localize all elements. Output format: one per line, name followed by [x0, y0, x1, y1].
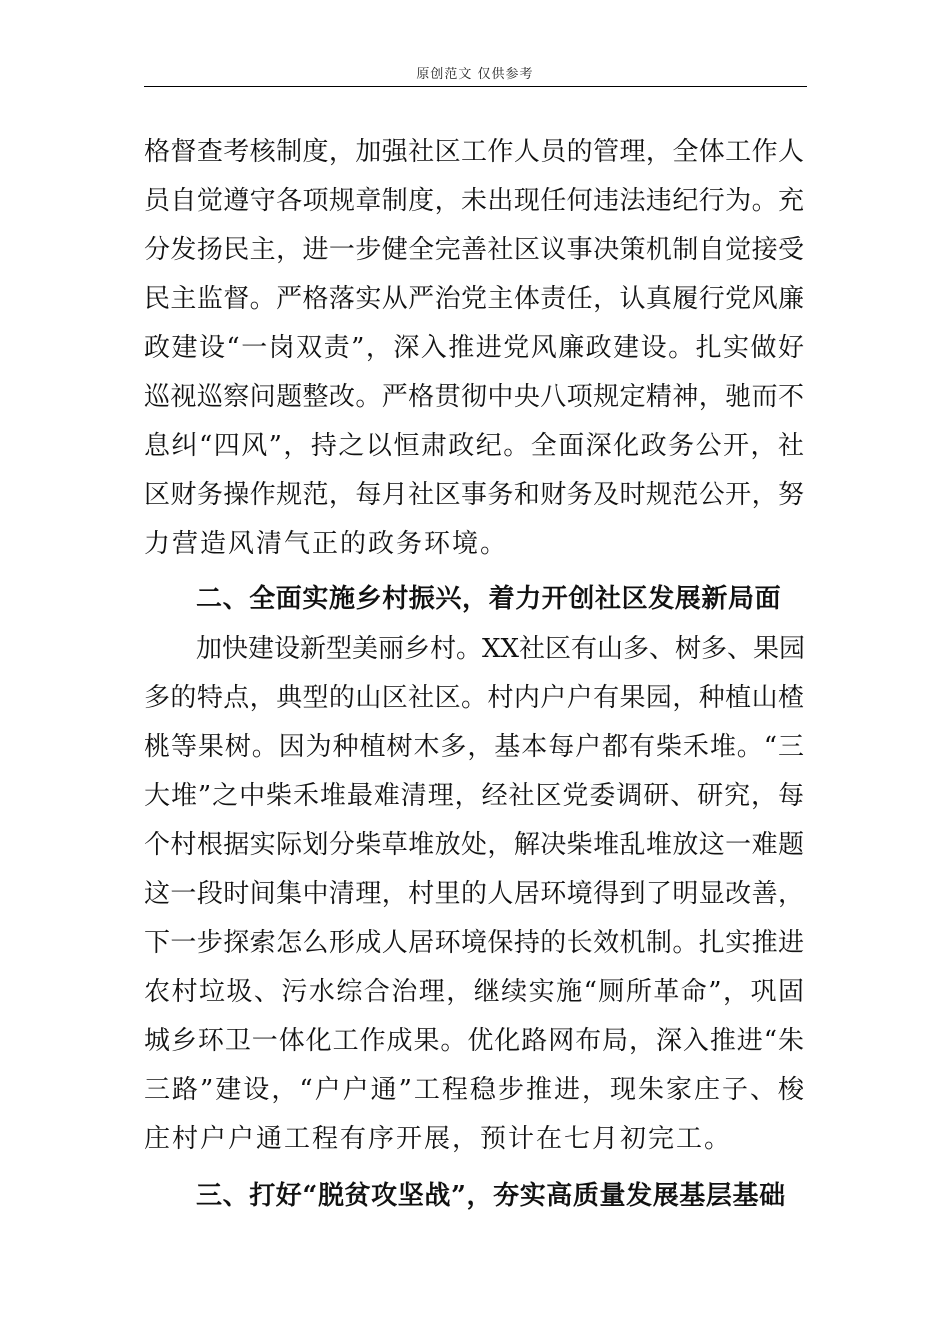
body-line: 分发扬民主，进一步健全完善社区议事决策机制自觉接受: [144, 235, 804, 265]
body-line: 三路”建设，“户户通”工程稳步推进，现朱家庄子、梭: [144, 1075, 804, 1105]
body-line: 加快建设新型美丽乡村。XX社区有山多、树多、果园: [196, 634, 806, 664]
body-line: 庄村户户通工程有序开展，预计在七月初完工。: [144, 1124, 733, 1154]
body-line: 员自觉遵守各项规章制度，未出现任何违法违纪行为。充: [144, 186, 804, 216]
body-line: 桃等果树。因为种植树木多，基本每户都有柴禾堆。“三: [144, 732, 804, 762]
section-heading-3: 三、打好“脱贫攻坚战”，夯实高质量发展基层基础: [196, 1181, 786, 1211]
section-heading-2: 二、全面实施乡村振兴，着力开创社区发展新局面: [196, 584, 782, 614]
header-divider: [144, 86, 807, 87]
body-line: 这一段时间集中清理，村里的人居环境得到了明显改善，: [144, 879, 804, 909]
body-line: 多的特点，典型的山区社区。村内户户有果园，种植山楂: [144, 683, 804, 713]
body-line: 区财务操作规范，每月社区事务和财务及时规范公开，努: [144, 480, 804, 510]
body-line: 大堆”之中柴禾堆最难清理，经社区党委调研、研究，每: [144, 781, 804, 811]
body-line: 个村根据实际划分柴草堆放处，解决柴堆乱堆放这一难题: [144, 830, 804, 860]
body-line: 巡视巡察问题整改。严格贯彻中央八项规定精神，驰而不: [144, 382, 804, 412]
body-line: 下一步探索怎么形成人居环境保持的长效机制。扎实推进: [144, 928, 804, 958]
body-line: 政建设“一岗双责”，深入推进党风廉政建设。扎实做好: [144, 333, 804, 363]
body-line: 农村垃圾、污水综合治理，继续实施“厕所革命”，巩固: [144, 977, 804, 1007]
body-line: 民主监督。严格落实从严治党主体责任，认真履行党风廉: [144, 284, 804, 314]
body-line: 力营造风清气正的政务环境。: [144, 529, 509, 559]
body-line: 格督查考核制度，加强社区工作人员的管理，全体工作人: [144, 137, 804, 167]
header-text: 原创范文 仅供参考: [416, 67, 534, 82]
body-line: 息纠“四风”，持之以恒肃政纪。全面深化政务公开，社: [144, 431, 804, 461]
body-line: 城乡环卫一体化工作成果。优化路网布局，深入推进“朱: [144, 1026, 804, 1056]
